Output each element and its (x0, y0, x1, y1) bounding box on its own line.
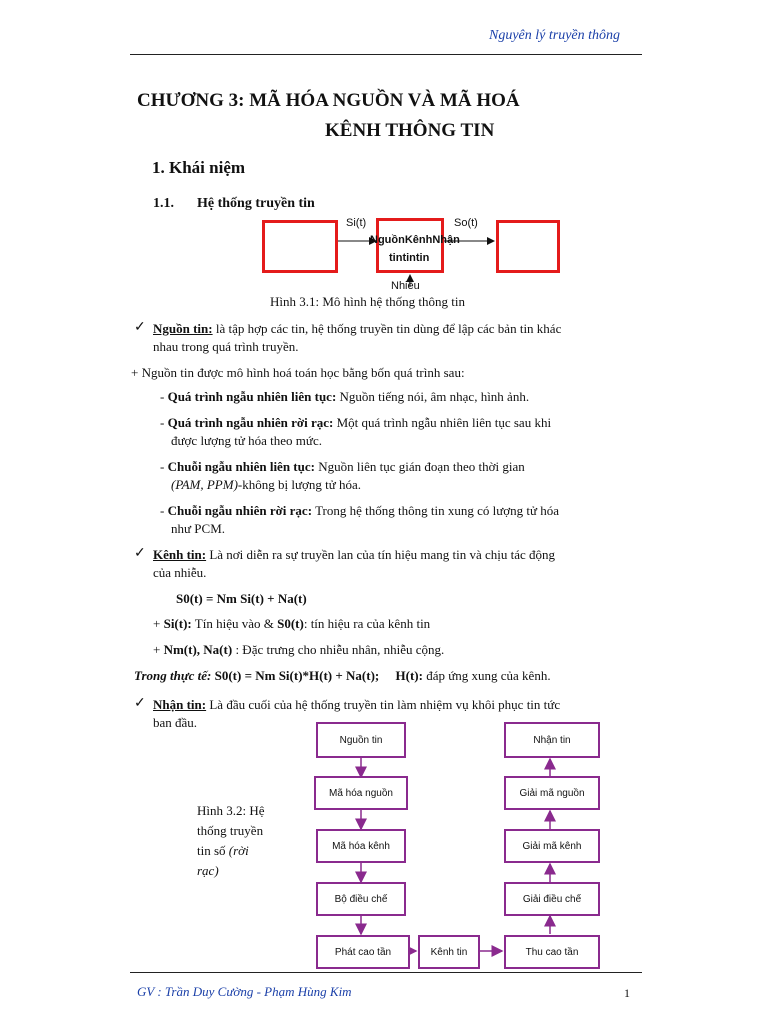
practice-formula: S0(t) = Nm Si(t)*H(t) + Na(t); (214, 668, 380, 683)
fig2-caption-line4: rạc) (197, 863, 219, 878)
box-demodulator: Giải điều chế (504, 882, 600, 916)
def-text: : tín hiệu ra của kênh tin (303, 616, 431, 631)
noise-label: Nhiễu (391, 280, 420, 292)
symbol: H(t): (395, 668, 423, 683)
section-heading: 1. Khái niệm (152, 158, 246, 177)
source-label: Nguồn tin: (153, 321, 213, 336)
fig1-caption: Hình 3.1: Mô hình hệ thống thông tin (270, 294, 465, 309)
subsection-number: 1.1. (153, 196, 174, 211)
box-source-decoding: Giải mã nguồn (504, 776, 600, 810)
check-icon: ✓ (134, 546, 146, 561)
channel-para-line1 (153, 546, 555, 564)
source-text1: là tập hợp các tin, hệ thống truyền tin dùng để lập các bản tin khác (215, 321, 562, 336)
process-title: Quá trình ngẫu nhiên liên tục: (167, 389, 337, 404)
box-channel-coding: Mã hóa kênh (316, 829, 406, 863)
def-text: đáp ứng xung của kênh. (426, 668, 551, 683)
fig1-middle-line1: NguồnKênhNhận (370, 234, 460, 246)
box-channel: Kênh tin (418, 935, 480, 969)
process-item-4-cont: như PCM. (171, 521, 226, 536)
page-number: 1 (624, 986, 630, 1000)
fig2-caption-line3 (197, 842, 249, 860)
footer-author: GV : Trần Duy Cường - Phạm Hùng Kim (137, 984, 352, 999)
running-header: Nguyên lý truyền thông (489, 28, 621, 43)
box-source: Nguồn tin (316, 722, 406, 758)
caption-text: tin số (197, 843, 226, 858)
fig1-middle-line2: tintintin (389, 252, 430, 264)
process-item-2 (160, 414, 551, 432)
process-italic: (PAM, PPM) (171, 477, 238, 492)
receiver-para-line1 (153, 696, 560, 714)
model-intro: + Nguồn tin được mô hình hoá toán học bằng bốn quá trình sau: (131, 365, 465, 380)
source-para-line1 (153, 320, 561, 338)
process-item-3 (160, 458, 525, 476)
box-rf-transmit: Phát cao tần (316, 935, 410, 969)
fig2-caption-line2: thống truyền (197, 823, 264, 838)
box-modulator: Bộ điều chế (316, 882, 406, 916)
footer-rule (130, 972, 642, 973)
channel-text1: Là nơi diễn ra sự truyền lan của tín hiệu mang tin và chịu tác động (209, 547, 556, 562)
source-text2: nhau trong quá trình truyền. (153, 339, 299, 354)
process-desc: -không bị lượng tử hóa. (237, 477, 362, 492)
receiver-label: Nhận tin: (153, 697, 207, 712)
chapter-title-line2: KÊNH THÔNG TIN (325, 120, 495, 141)
list-dash: - (160, 389, 165, 404)
symbol: Si(t): (163, 616, 192, 631)
process-desc: Nguồn tiếng nói, âm nhạc, hình ảnh. (339, 389, 530, 404)
channel-label: Kênh tin: (153, 547, 207, 562)
si-label: Si(t) (346, 217, 367, 229)
channel-text2: của nhiễu. (153, 565, 207, 580)
channel-formula: S0(t) = Nm Si(t) + Na(t) (176, 591, 307, 606)
process-item-1 (160, 388, 529, 406)
process-item-4 (160, 502, 559, 520)
symbol: S0(t) (277, 616, 304, 631)
process-item-3-cont (171, 476, 361, 494)
plus-sign: + (153, 616, 161, 631)
box-receiver: Nhận tin (504, 722, 600, 758)
list-dash: - (160, 503, 165, 518)
channel-def1 (153, 615, 430, 633)
list-dash: - (160, 459, 165, 474)
source-box (262, 220, 338, 273)
practice-line (134, 667, 551, 685)
box-rf-receive: Thu cao tần (504, 935, 600, 969)
practice-label: Trong thực tế: (134, 668, 212, 683)
chapter-title-line1: CHƯƠNG 3: MÃ HÓA NGUỒN VÀ MÃ HOÁ (137, 90, 520, 111)
process-desc: Một quá trình ngẫu nhiên liên tục sau khi (336, 415, 552, 430)
process-title: Quá trình ngẫu nhiên rời rạc: (167, 415, 334, 430)
box-channel-decoding: Giải mã kênh (504, 829, 600, 863)
process-title: Chuỗi ngẫu nhiên liên tục: (167, 459, 315, 474)
symbol: Nm(t), Na(t) (163, 642, 233, 657)
def-text: Tín hiệu vào & (194, 616, 274, 631)
process-desc: Trong hệ thống thông tin xung có lượng tử hóa (315, 503, 560, 518)
receiver-text2: ban đầu. (153, 715, 198, 730)
box-source-coding: Mã hóa nguồn (314, 776, 408, 810)
fig2-caption-line1: Hình 3.2: Hệ (197, 803, 265, 818)
check-icon: ✓ (134, 320, 146, 335)
process-title: Chuỗi ngẫu nhiên rời rạc: (167, 503, 313, 518)
channel-def2 (153, 641, 444, 659)
caption-italic: (rời (228, 843, 249, 858)
plus-sign: + (153, 642, 161, 657)
so-label: So(t) (454, 217, 478, 229)
process-desc: Nguồn liên tục gián đoạn theo thời gian (318, 459, 525, 474)
header-rule (130, 54, 642, 55)
check-icon: ✓ (134, 696, 146, 711)
receiver-text1: Là đầu cuối của hệ thống truyền tin làm nhiệm vụ khôi phục tin tức (209, 697, 561, 712)
def-text: : Đặc trưng cho nhiễu nhân, nhiễu cộng. (235, 642, 445, 657)
subsection-title: Hệ thống truyền tin (197, 196, 315, 211)
list-dash: - (160, 415, 165, 430)
process-item-2-cont: được lượng tử hóa theo mức. (171, 433, 322, 448)
